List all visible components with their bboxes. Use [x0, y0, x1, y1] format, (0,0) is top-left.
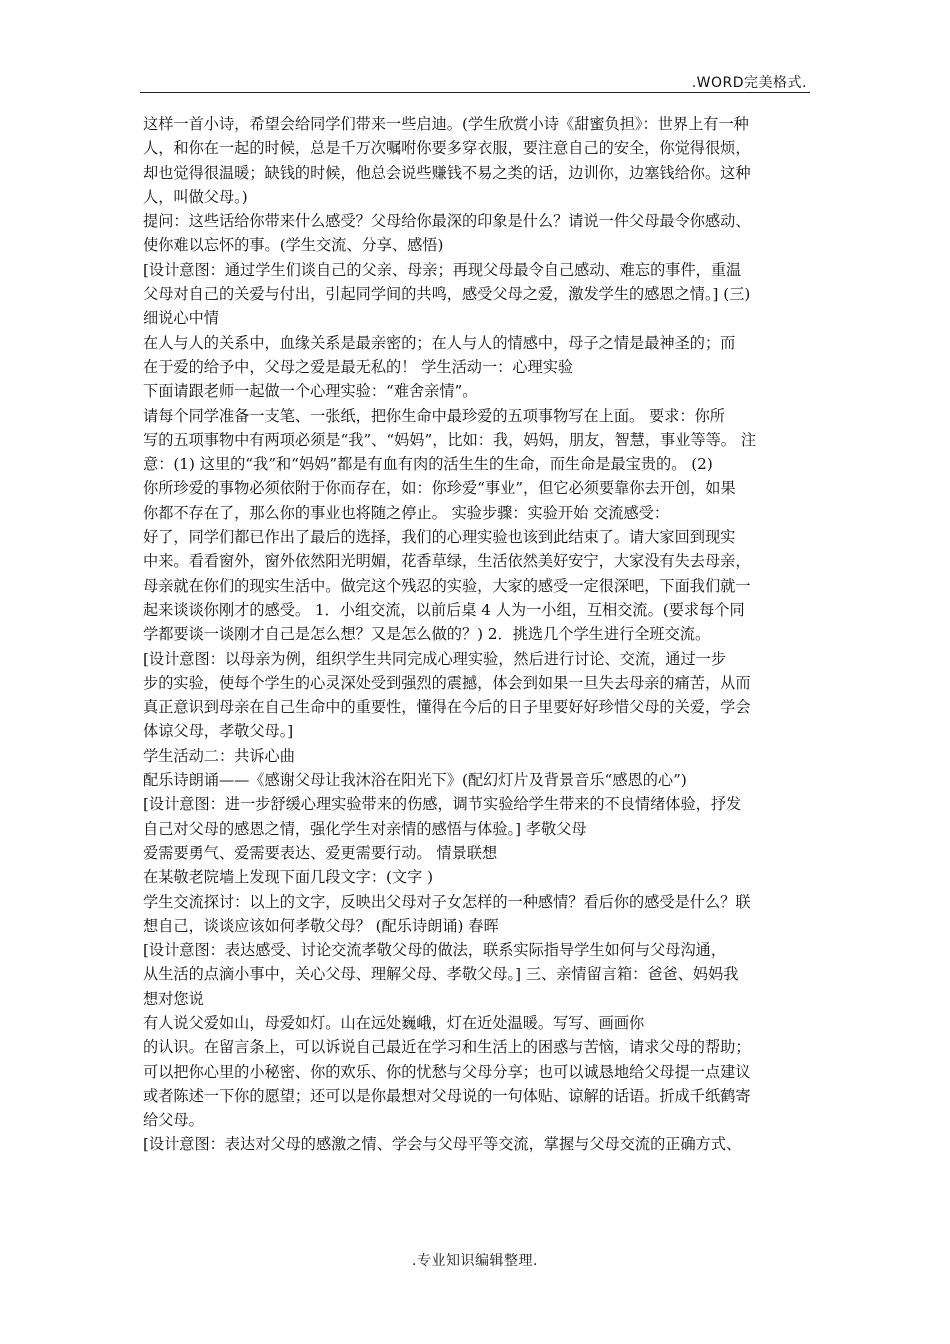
text-line: 或者陈述一下你的愿望；还可以是你最想对父母说的一句体贴、谅解的话语。折成千纸鹤寄 [143, 1086, 751, 1105]
text-line: [设计意图：进一步舒缓心理实验带来的伤感，调节实验给学生带来的不良情绪体验，抒发 [143, 795, 742, 814]
text-line: 人，和你在一起的时候，总是千万次嘱咐你要多穿衣服，要注意自己的安全，你觉得很烦， [143, 139, 751, 158]
text-line: 自己对父母的感恩之情，强化学生对亲情的感悟与体验。] 孝敬父母 [143, 819, 587, 838]
text-line: [设计意图：以母亲为例，组织学生共同完成心理实验，然后进行讨论、交流，通过一步 [143, 649, 727, 668]
text-line: 配乐诗朗诵——《感谢父母让我沐浴在阳光下》(配幻灯片及背景音乐“感恩的心”) [143, 771, 687, 790]
text-line: [设计意图：通过学生们谈自己的父亲、母亲；再现父母最令自己感动、难忘的事件，重温 [143, 260, 742, 279]
text-line: 父母对自己的关爱与付出，引起同学间的共鸣，感受父母之爱，激发学生的感恩之情。] (三) [143, 285, 751, 304]
text-line: 你都不存在了，那么你的事业也将随之停止。 实验步骤：实验开始 交流感受： [143, 503, 670, 522]
text-line: 给父母。 [143, 1111, 204, 1130]
text-line: 有人说父爱如山，母爱如灯。山在远处巍峨，灯在近处温暖。写写、画画你 [143, 1013, 645, 1032]
text-line: 下面请跟老师一起做一个心理实验：“难舍亲情”。 [143, 382, 478, 401]
text-line: 母亲就在你们的现实生活中。做完这个残忍的实验，大家的感受一定很深吧，下面我们就一 [143, 576, 751, 595]
text-line: [设计意图：表达感受、讨论交流孝敬父母的做法，联系实际指导学生如何与父母沟通， [143, 941, 727, 960]
text-line: 在人与人的关系中，血缘关系是最亲密的；在人与人的情感中，母子之情是最神圣的；而 [143, 333, 736, 352]
text-line: 写的五项事物中有两项必须是“我”、“妈妈”，比如：我，妈妈，朋友，智慧，事业等等。 注 [143, 430, 757, 449]
text-line: [设计意图：表达对父母的感激之情、学会与父母平等交流，掌握与父母交流的正确方式、 [143, 1135, 742, 1154]
text-line: 细说心中情 [143, 309, 219, 328]
text-line: 步的实验，使每个学生的心灵深处受到强烈的震撼，体会到如果一旦失去母亲的痛苦，从而 [143, 673, 751, 692]
text-line: 提问：这些话给你带来什么感受？父母给你最深的印象是什么？请说一件父母最令你感动、 [143, 212, 751, 231]
text-line: 在于爱的给予中，父母之爱是最无私的！ 学生活动一：心理实验 [143, 357, 574, 376]
text-line: 起来谈谈你刚才的感受。 1．小组交流，以前后桌 4 人为一小组，互相交流。(要求每个同 [143, 600, 745, 619]
text-line: 中来。看看窗外，窗外依然阳光明媚，花香草绿，生活依然美好安宁，大家没有失去母亲， [143, 552, 751, 571]
text-line: 学生交流探讨：以上的文字，反映出父母对子女怎样的一种感情？看后你的感受是什么？联 [143, 892, 751, 911]
text-line: 在某敬老院墙上发现下面几段文字：(文字 ) [143, 868, 434, 887]
text-line: 可以把你心里的小秘密、你的欢乐、你的忧愁与父母分享；也可以诚恳地给父母提一点建议 [143, 1062, 751, 1081]
text-line: 从生活的点滴小事中，关心父母、理解父母、孝敬父母。] 三、亲情留言箱：爸爸、妈妈我 [143, 965, 739, 984]
text-line: 使你难以忘怀的事。(学生交流、分享、感悟) [143, 236, 444, 255]
text-line: 你所珍爱的事物必须依附于你而存在，如：你珍爱“事业”，但它必须要靠你去开创，如果 [143, 479, 736, 498]
text-line: 学生活动二：共诉心曲 [143, 746, 295, 765]
text-line: 却也觉得很温暖；缺钱的时候，他总会说些赚钱不易之类的话，边训你，边塞钱给你。这种 [143, 163, 751, 182]
text-line: 体谅父母，孝敬父母。] [143, 722, 294, 741]
document-body [143, 112, 811, 1157]
header-divider [140, 92, 810, 93]
text-line: 的认识。在留言条上，可以诉说自己最近在学习和生活上的困惑与苦恼，请求父母的帮助； [143, 1038, 751, 1057]
text-line: 真正意识到母亲在自己生命中的重要性，懂得在今后的日子里要好好珍惜父母的关爱，学会 [143, 698, 751, 717]
text-line: 爱需要勇气、爱需要表达、爱更需要行动。 情景联想 [143, 843, 498, 862]
text-line: 意：(1) 这里的“我”和“妈妈”都是有血有肉的活生生的生命，而生命是最宝贵的。 (2) [143, 455, 713, 474]
text-line: 学都要谈一谈刚才自己是怎么想？又是怎么做的？) 2．挑选几个学生进行全班交流。 [143, 625, 711, 644]
text-line: 请每个同学准备一支笔、一张纸，把你生命中最珍爱的五项事物写在上面。 要求：你所 [143, 406, 725, 425]
text-line: 好了，同学们都已作出了最后的选择，我们的心理实验也该到此结束了。请大家回到现实 [143, 528, 736, 547]
page-footer-text: .专业知识编辑整理. [412, 1253, 538, 1269]
text-line: 这样一首小诗，希望会给同学们带来一些启迪。(学生欣赏小诗《甜蜜负担》：世界上有一种 [143, 115, 749, 133]
text-line: 人，叫做父母。) [143, 187, 248, 206]
page-header-text: .WORD完美格式. [691, 75, 807, 91]
text-line: 想自己，谈谈应该如何孝敬父母？ (配乐诗朗诵) 春晖 [143, 916, 499, 935]
text-line: 想对您说 [143, 989, 204, 1008]
